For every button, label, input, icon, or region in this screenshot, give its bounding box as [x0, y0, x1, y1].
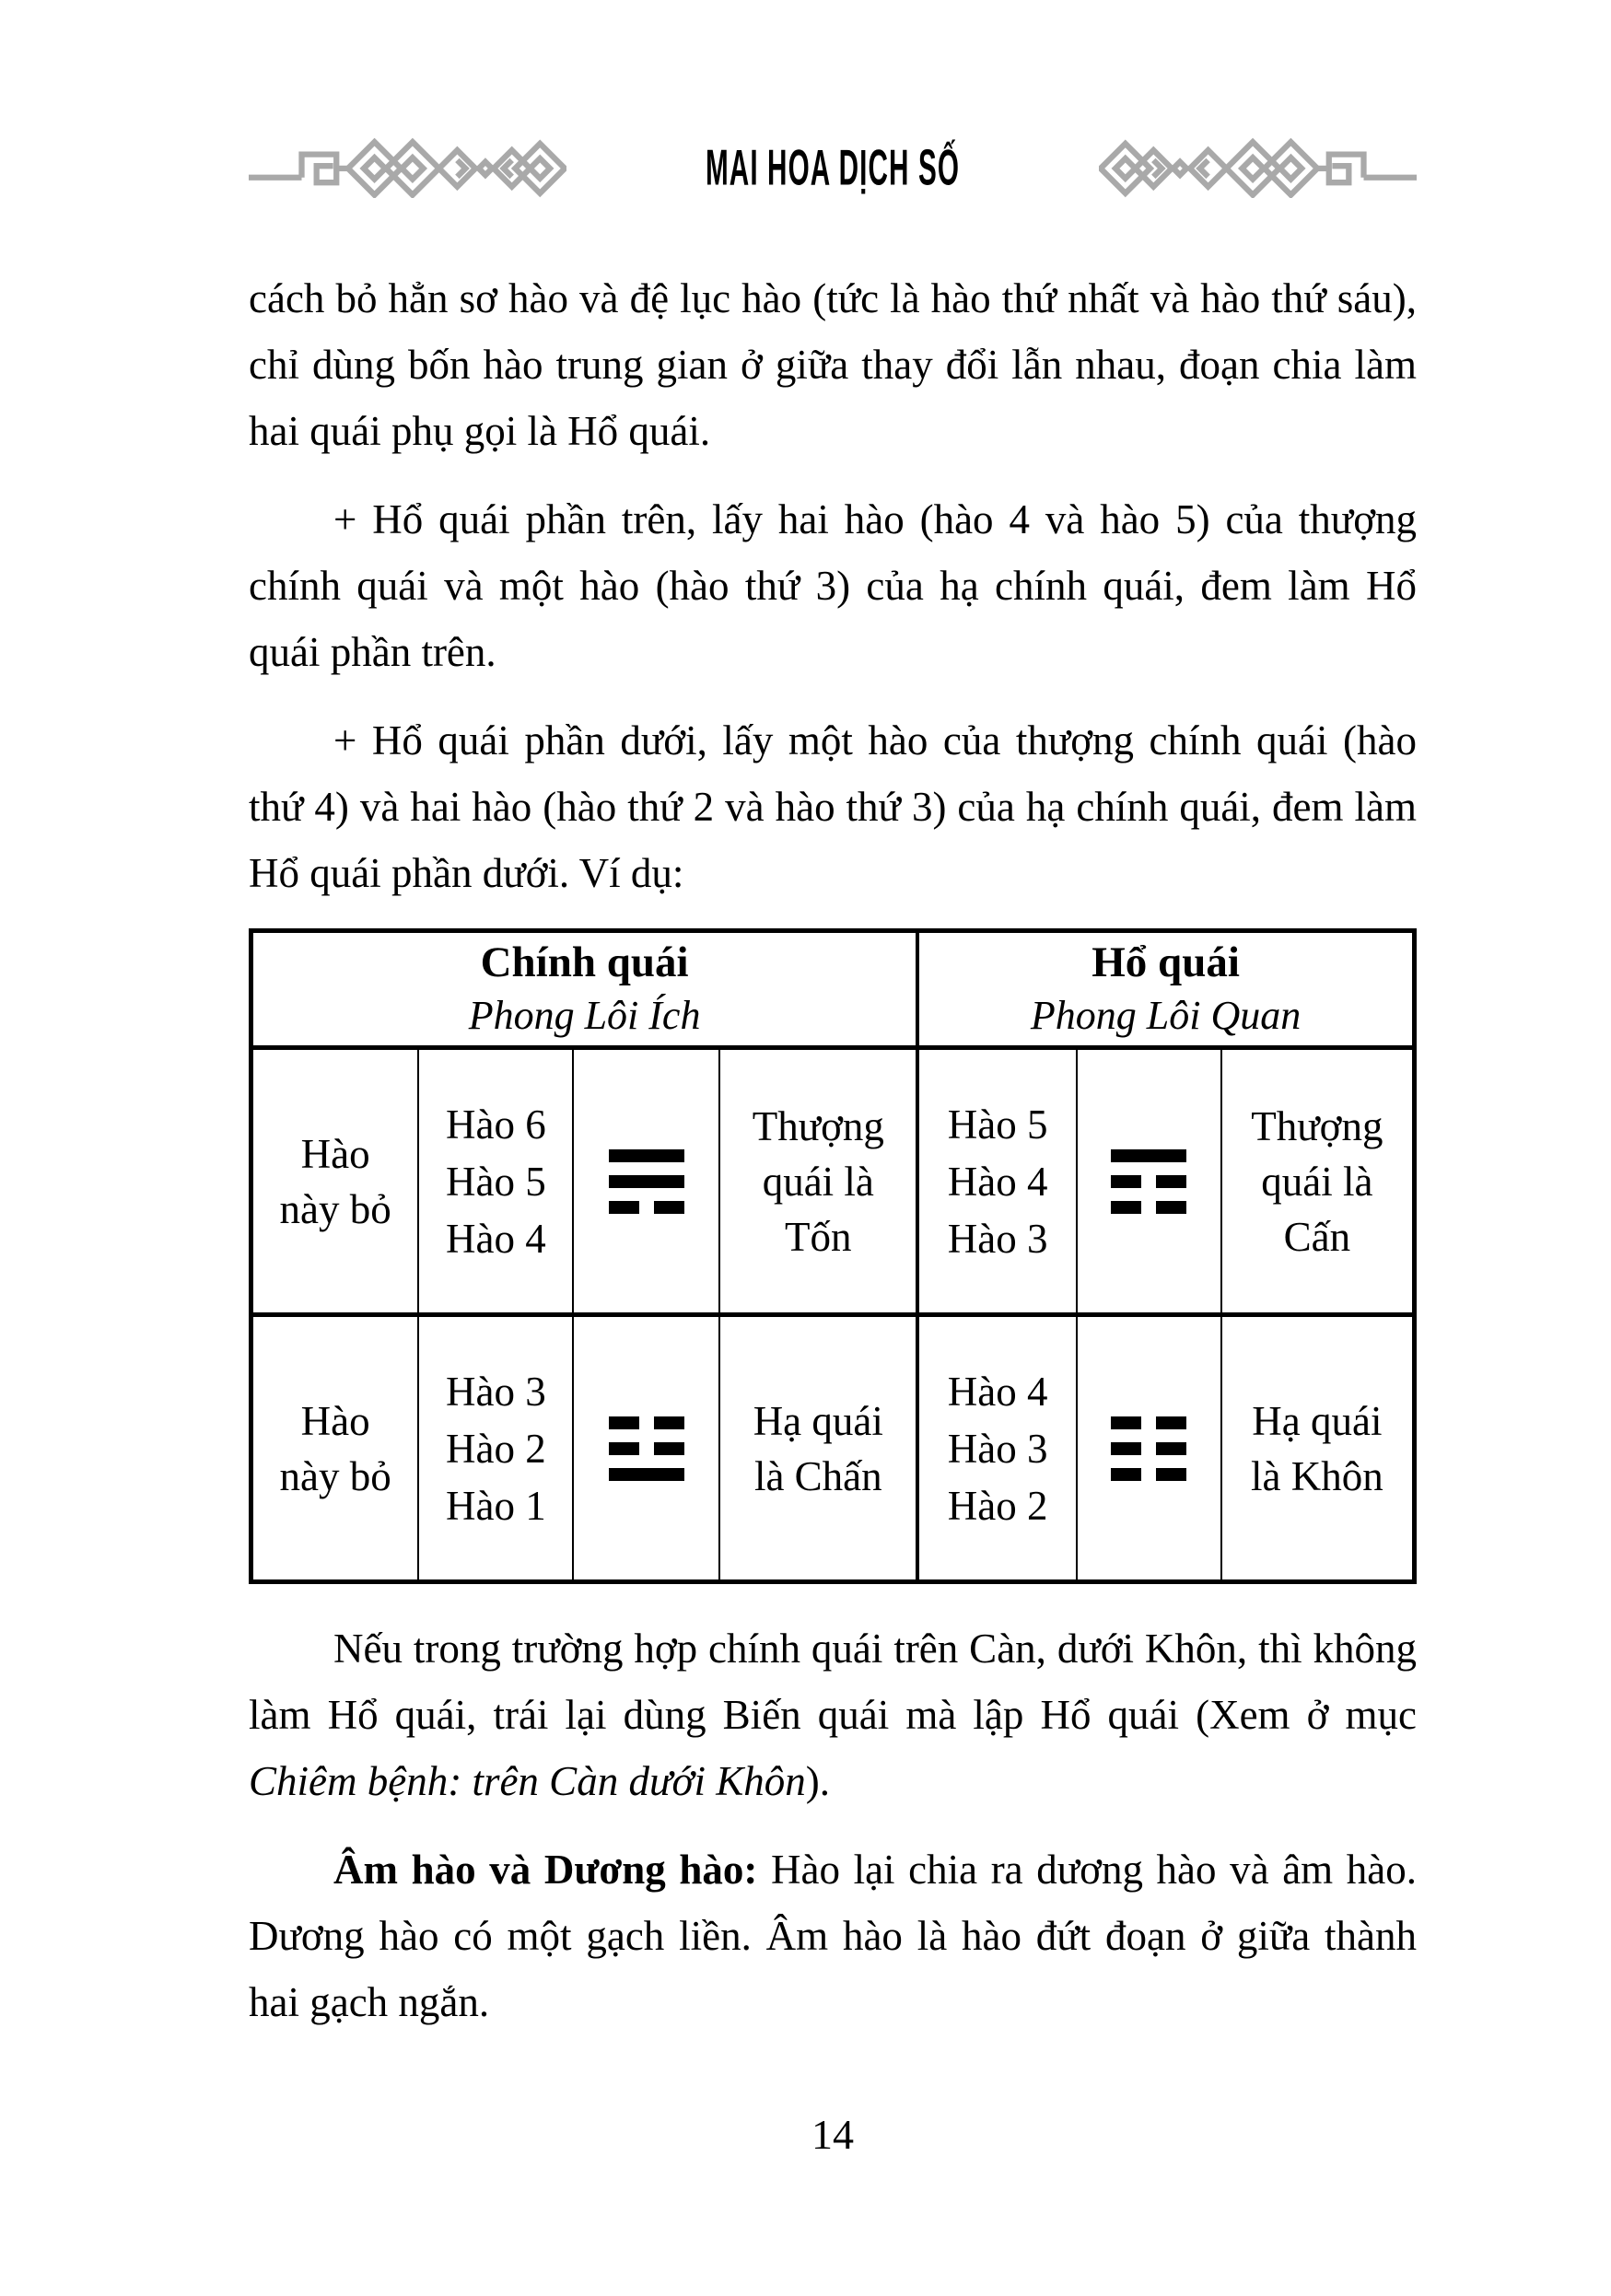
- hao-list-cell: Hào 3 Hào 2 Hào 1: [418, 1315, 573, 1582]
- page-number: 14: [811, 2111, 854, 2158]
- table-header-ho-quai: [917, 931, 1414, 1048]
- table-header-title: Hổ quái: [1092, 938, 1240, 986]
- row-label-cell: Hào này bỏ: [251, 1048, 419, 1315]
- page-header: [249, 134, 1417, 201]
- page-title: MAI HOA DỊCH SỐ: [705, 139, 961, 196]
- result-cell: Thượng quái là Tốn: [719, 1048, 917, 1315]
- table-row: [251, 1315, 1415, 1582]
- trigram-chan-icon: [609, 1416, 684, 1481]
- paragraph-4-text: Nếu trong trường hợp chính quái trên Càn, dưới Khôn, thì không làm Hổ quái, trái lại dùng Biến quái mà lập Hổ quái (Xem ở mục: [249, 1626, 1417, 1738]
- table-header-subtitle: Phong Lôi Ích: [468, 993, 701, 1038]
- hao-list-cell: Hào 5 Hào 4 Hào 3: [917, 1048, 1077, 1315]
- hao-list-cell: Hào 6 Hào 5 Hào 4: [418, 1048, 573, 1315]
- result-cell: Thượng quái là Cấn: [1221, 1048, 1415, 1315]
- paragraph-4-italic-reference: Chiêm bệnh: trên Càn dưới Khôn: [249, 1758, 806, 1804]
- trigram-khon-icon: [1111, 1416, 1186, 1481]
- paragraph-5: [249, 1836, 1417, 2035]
- hao-list-cell: Hào 4 Hào 3 Hào 2: [917, 1315, 1077, 1582]
- diamond-meander-ornament-left-icon: [249, 137, 566, 198]
- table-row: [251, 1048, 1415, 1315]
- body-text: [249, 265, 1417, 2057]
- paragraph-4-text: ).: [805, 1758, 831, 1804]
- trigram-cell: [1077, 1315, 1221, 1582]
- result-cell: Hạ quái là Khôn: [1221, 1315, 1415, 1582]
- paragraph-2: + Hổ quái phần trên, lấy hai hào (hào 4 và hào 5) của thượng chính quái và một hào (hào thứ 3) của hạ chính quái, đem làm Hổ quái phần trên.: [249, 496, 1417, 675]
- paragraph-4: [249, 1615, 1417, 1814]
- paragraph-1: cách bỏ hẳn sơ hào và đệ lục hào (tức là hào thứ nhất và hào thứ sáu), chỉ dùng bốn hào trung gian ở giữa thay đổi lẫn nhau, đoạn chia làm hai quái phụ gọi là Hổ quái.: [249, 275, 1417, 454]
- trigram-can-icon: [1111, 1149, 1186, 1214]
- paragraph-3: + Hổ quái phần dưới, lấy một hào của thượng chính quái (hào thứ 4) và hai hào (hào thứ 2 và hào thứ 3) của hạ chính quái, đem làm Hổ quái phần dưới. Ví dụ:: [249, 717, 1417, 896]
- hexagram-table: [249, 928, 1417, 1584]
- trigram-cell: [573, 1048, 719, 1315]
- trigram-cell: [573, 1315, 719, 1582]
- table-header-title: Chính quái: [480, 938, 689, 986]
- paragraph-5-lead-bold: Âm hào và Dương hào:: [333, 1847, 758, 1893]
- paragraph-5-text: Hào lại chia ra dương hào và âm hào. Dương hào có một gạch liền. Âm hào là hào đứt đoạn ở giữa thành hai gạch ngắn.: [249, 1847, 1418, 2025]
- row-label-cell: Hào này bỏ: [251, 1315, 419, 1582]
- result-cell: Hạ quái là Chấn: [719, 1315, 917, 1582]
- trigram-cell: [1077, 1048, 1221, 1315]
- table-header-subtitle: Phong Lôi Quan: [1030, 993, 1302, 1038]
- trigram-ton-icon: [609, 1149, 684, 1214]
- table-header-chinh-quai: [251, 931, 918, 1048]
- diamond-meander-ornament-right-icon: [1099, 137, 1417, 198]
